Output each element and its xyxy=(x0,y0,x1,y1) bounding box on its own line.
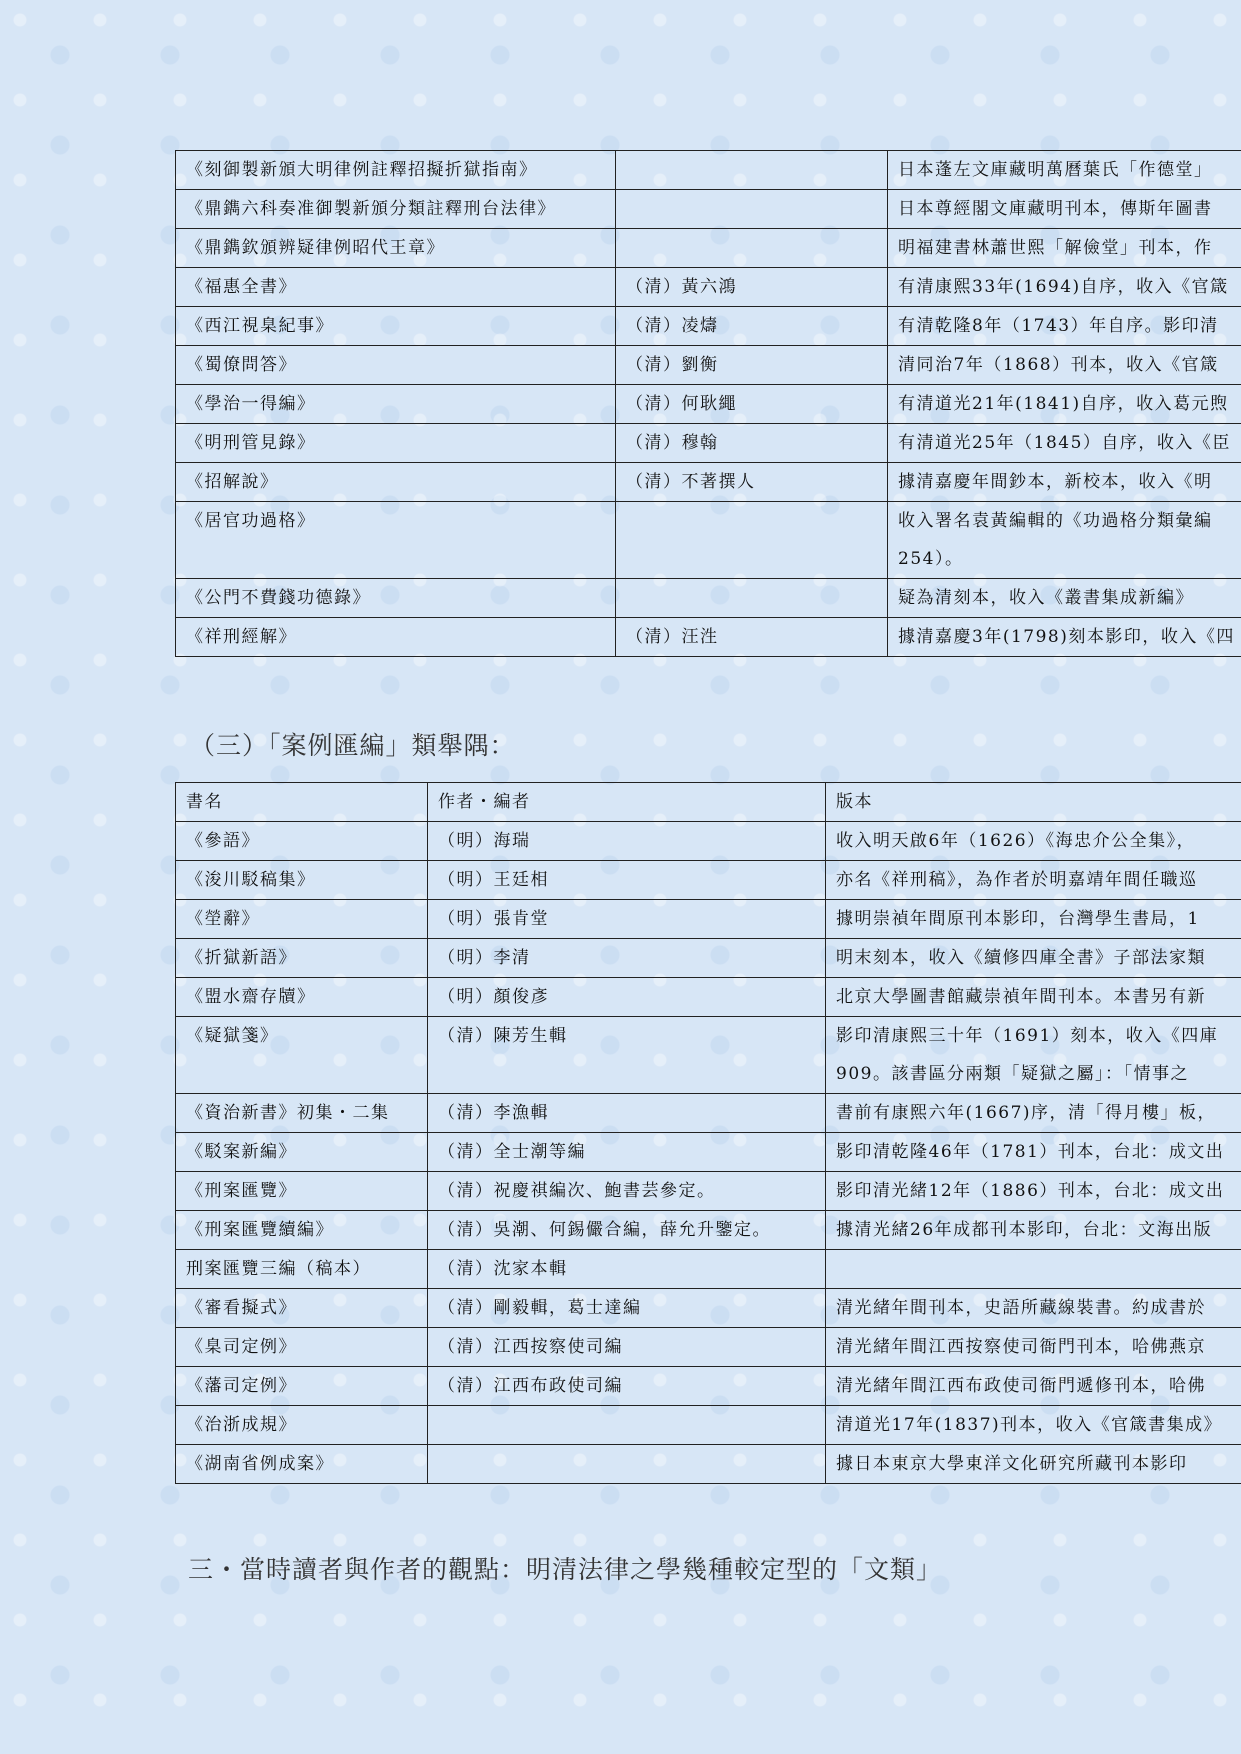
edition-line: 有清乾隆8年（1743）年自序。影印清 xyxy=(898,316,1219,336)
cell-title: 《居官功過格》 xyxy=(176,502,616,579)
edition-line: 疑為清刻本，收入《叢書集成新編》 xyxy=(898,588,1194,608)
cell-author xyxy=(616,190,888,229)
edition-line: 清道光17年(1837)刊本，收入《官箴書集成》 xyxy=(836,1415,1223,1435)
cell-edition xyxy=(888,268,1241,307)
cell-author xyxy=(616,151,888,190)
section-heading-case-compilations: （三）「案例匯編」類舉隅： xyxy=(190,731,516,760)
cell-edition xyxy=(888,190,1241,229)
table-row xyxy=(176,579,1241,618)
cell-edition xyxy=(826,1211,1241,1250)
cell-edition xyxy=(826,1172,1241,1211)
edition-line: 影印清乾隆46年（1781）刊本，台北：成文出 xyxy=(836,1142,1225,1162)
table-row xyxy=(176,1017,1241,1094)
edition-line: 北京大學圖書館藏崇禎年間刊本。本書另有新 xyxy=(836,987,1206,1007)
cell-author: （清）江西按察使司編 xyxy=(428,1328,826,1367)
table-row xyxy=(176,1094,1241,1133)
cell-edition xyxy=(826,1406,1241,1445)
cell-edition xyxy=(826,1094,1241,1133)
cell-title: 《福惠全書》 xyxy=(176,268,616,307)
edition-line: 日本蓬左文庫藏明萬曆葉氏「作德堂」 xyxy=(898,160,1213,180)
table-row xyxy=(176,151,1241,190)
cell-author xyxy=(616,502,888,579)
cell-title: 《刑案匯覽》 xyxy=(176,1172,428,1211)
cell-title: 《治浙成規》 xyxy=(176,1406,428,1445)
edition-line: 書前有康熙六年(1667)序，清「得月樓」板， xyxy=(836,1103,1217,1123)
edition-line: 亦名《祥刑稿》，為作者於明嘉靖年間任職巡 xyxy=(836,870,1198,890)
cell-title: 《鼎鐫欽頒辨疑律例昭代王章》 xyxy=(176,229,616,268)
table-row xyxy=(176,900,1241,939)
cell-author: （清）汪泩 xyxy=(616,618,888,657)
cell-edition xyxy=(826,1328,1241,1367)
cell-edition xyxy=(826,978,1241,1017)
edition-line: 據日本東京大學東洋文化研究所藏刊本影印 xyxy=(836,1454,1188,1474)
table-row xyxy=(176,268,1241,307)
edition-line: 清光緒年間刊本，史語所藏線裝書。約成書於 xyxy=(836,1298,1206,1318)
cell-title: 《明刑管見錄》 xyxy=(176,424,616,463)
table-row xyxy=(176,307,1241,346)
edition-line: 收入明天啟6年（1626）《海忠介公全集》， xyxy=(836,831,1196,851)
table-row xyxy=(176,1133,1241,1172)
header-author: 作者・編者 xyxy=(428,783,826,822)
edition-line: 日本尊經閣文庫藏明刊本，傳斯年圖書 xyxy=(898,199,1213,219)
table-row xyxy=(176,1172,1241,1211)
cell-title: 《公門不費錢功德錄》 xyxy=(176,579,616,618)
edition-line: 有清道光21年(1841)自序，收入葛元煦 xyxy=(898,394,1229,414)
cell-edition xyxy=(888,424,1241,463)
cell-title: 《盟水齋存牘》 xyxy=(176,978,428,1017)
book-table-2 xyxy=(175,782,1241,1484)
cell-author: （清）何耿繩 xyxy=(616,385,888,424)
cell-title: 刑案匯覽三編（稿本） xyxy=(176,1250,428,1289)
cell-edition xyxy=(888,346,1241,385)
cell-author: （明）王廷相 xyxy=(428,861,826,900)
cell-edition xyxy=(826,1133,1241,1172)
cell-edition xyxy=(826,822,1241,861)
edition-line: 有清康熙33年(1694)自序，收入《官箴 xyxy=(898,277,1229,297)
cell-edition xyxy=(888,151,1241,190)
cell-title: 《湖南省例成案》 xyxy=(176,1445,428,1484)
header-edition: 版本 xyxy=(826,783,1241,822)
cell-edition xyxy=(888,579,1241,618)
cell-title: 《臬司定例》 xyxy=(176,1328,428,1367)
cell-title: 《藩司定例》 xyxy=(176,1367,428,1406)
cell-edition xyxy=(826,861,1241,900)
cell-edition xyxy=(888,229,1241,268)
table-row xyxy=(176,1445,1241,1484)
edition-line: 有清道光25年（1845）自序，收入《臣 xyxy=(898,433,1231,453)
cell-edition xyxy=(888,463,1241,502)
edition-line: 清光緒年間江西按察使司衙門刊本，哈佛燕京 xyxy=(836,1337,1206,1357)
cell-title: 《塋辭》 xyxy=(176,900,428,939)
edition-line: 據清嘉慶3年(1798)刻本影印，收入《四 xyxy=(898,627,1235,647)
table-row xyxy=(176,1211,1241,1250)
cell-author: （清）全士潮等編 xyxy=(428,1133,826,1172)
cell-title: 《參語》 xyxy=(176,822,428,861)
cell-author: （清）凌燽 xyxy=(616,307,888,346)
cell-edition xyxy=(888,307,1241,346)
cell-author: （清）不著撰人 xyxy=(616,463,888,502)
edition-line: 據清光緒26年成都刊本影印，台北：文海出版 xyxy=(836,1220,1213,1240)
table-row xyxy=(176,346,1241,385)
cell-author: （清）穆翰 xyxy=(616,424,888,463)
table-row xyxy=(176,618,1241,657)
cell-author: （清）陳芳生輯 xyxy=(428,1017,826,1094)
cell-author xyxy=(616,229,888,268)
cell-author: （清）祝慶祺編次、鮑書芸參定。 xyxy=(428,1172,826,1211)
edition-line: 清同治7年（1868）刊本，收入《官箴 xyxy=(898,355,1219,375)
cell-title: 《駁案新編》 xyxy=(176,1133,428,1172)
section-heading-readers-authors: 三・當時讀者與作者的觀點：明清法律之學幾種較定型的「文類」 xyxy=(188,1555,943,1584)
cell-title: 《學治一得編》 xyxy=(176,385,616,424)
table-header-row xyxy=(176,783,1241,822)
table-row xyxy=(176,424,1241,463)
cell-edition xyxy=(888,502,1241,579)
edition-line: 據清嘉慶年間鈔本，新校本，收入《明 xyxy=(898,472,1213,492)
cell-author: （清）劉衡 xyxy=(616,346,888,385)
cell-edition xyxy=(888,618,1241,657)
cell-title: 《蜀僚問答》 xyxy=(176,346,616,385)
table-row xyxy=(176,385,1241,424)
table-row xyxy=(176,978,1241,1017)
table-row xyxy=(176,1328,1241,1367)
table-row xyxy=(176,1250,1241,1289)
edition-line: 清光緒年間江西布政使司衙門遞修刊本，哈佛 xyxy=(836,1376,1206,1396)
cell-title: 《疑獄箋》 xyxy=(176,1017,428,1094)
edition-line: 據明崇禎年間原刊本影印，台灣學生書局，1 xyxy=(836,909,1200,929)
edition-line: 收入署名袁黃編輯的《功過格分類彙編 xyxy=(898,511,1213,531)
cell-edition xyxy=(826,1250,1241,1289)
table-row xyxy=(176,229,1241,268)
table-row xyxy=(176,502,1241,579)
cell-author: （明）張肯堂 xyxy=(428,900,826,939)
cell-title: 《折獄新語》 xyxy=(176,939,428,978)
table-row xyxy=(176,190,1241,229)
edition-line-2: 254）。 xyxy=(898,549,964,569)
edition-line: 明福建書林蕭世熙「解儉堂」刊本，作 xyxy=(898,238,1213,258)
cell-edition xyxy=(826,1445,1241,1484)
header-title: 書名 xyxy=(176,783,428,822)
cell-author: （清）李漁輯 xyxy=(428,1094,826,1133)
cell-author: （清）吳潮、何錫儼合編，薛允升鑒定。 xyxy=(428,1211,826,1250)
table-row xyxy=(176,822,1241,861)
cell-title: 《招解說》 xyxy=(176,463,616,502)
cell-author: （明）顏俊彥 xyxy=(428,978,826,1017)
table-row xyxy=(176,463,1241,502)
cell-edition xyxy=(888,385,1241,424)
cell-author: （清）剛毅輯，葛士達編 xyxy=(428,1289,826,1328)
table-row xyxy=(176,939,1241,978)
cell-title: 《刑案匯覽續編》 xyxy=(176,1211,428,1250)
cell-title: 《鼎鐫六科奏准御製新頒分類註釋刑台法律》 xyxy=(176,190,616,229)
cell-author xyxy=(616,579,888,618)
edition-line: 影印清康熙三十年（1691）刻本，收入《四庫 xyxy=(836,1026,1219,1046)
cell-author: （明）李清 xyxy=(428,939,826,978)
cell-author xyxy=(428,1406,826,1445)
cell-edition xyxy=(826,1367,1241,1406)
cell-title: 《祥刑經解》 xyxy=(176,618,616,657)
edition-line-2: 909。該書區分兩類「疑獄之屬」：「情事之 xyxy=(836,1064,1189,1084)
edition-line: 明末刻本，收入《續修四庫全書》子部法家類 xyxy=(836,948,1206,968)
cell-author: （清）黃六鴻 xyxy=(616,268,888,307)
cell-title: 《浚川駁稿集》 xyxy=(176,861,428,900)
cell-author: （明）海瑞 xyxy=(428,822,826,861)
table-row xyxy=(176,1367,1241,1406)
cell-author xyxy=(428,1445,826,1484)
table-row xyxy=(176,861,1241,900)
table-row xyxy=(176,1289,1241,1328)
cell-edition xyxy=(826,1289,1241,1328)
cell-author: （清）江西布政使司編 xyxy=(428,1367,826,1406)
cell-edition xyxy=(826,939,1241,978)
cell-title: 《西江視臬紀事》 xyxy=(176,307,616,346)
cell-title: 《刻御製新頒大明律例註釋招擬折獄指南》 xyxy=(176,151,616,190)
cell-author: （清）沈家本輯 xyxy=(428,1250,826,1289)
cell-edition xyxy=(826,1017,1241,1094)
edition-line: 影印清光緒12年（1886）刊本，台北：成文出 xyxy=(836,1181,1225,1201)
table-row xyxy=(176,1406,1241,1445)
cell-title: 《資治新書》初集・二集 xyxy=(176,1094,428,1133)
book-table-1 xyxy=(175,150,1241,657)
cell-edition xyxy=(826,900,1241,939)
cell-title: 《審看擬式》 xyxy=(176,1289,428,1328)
